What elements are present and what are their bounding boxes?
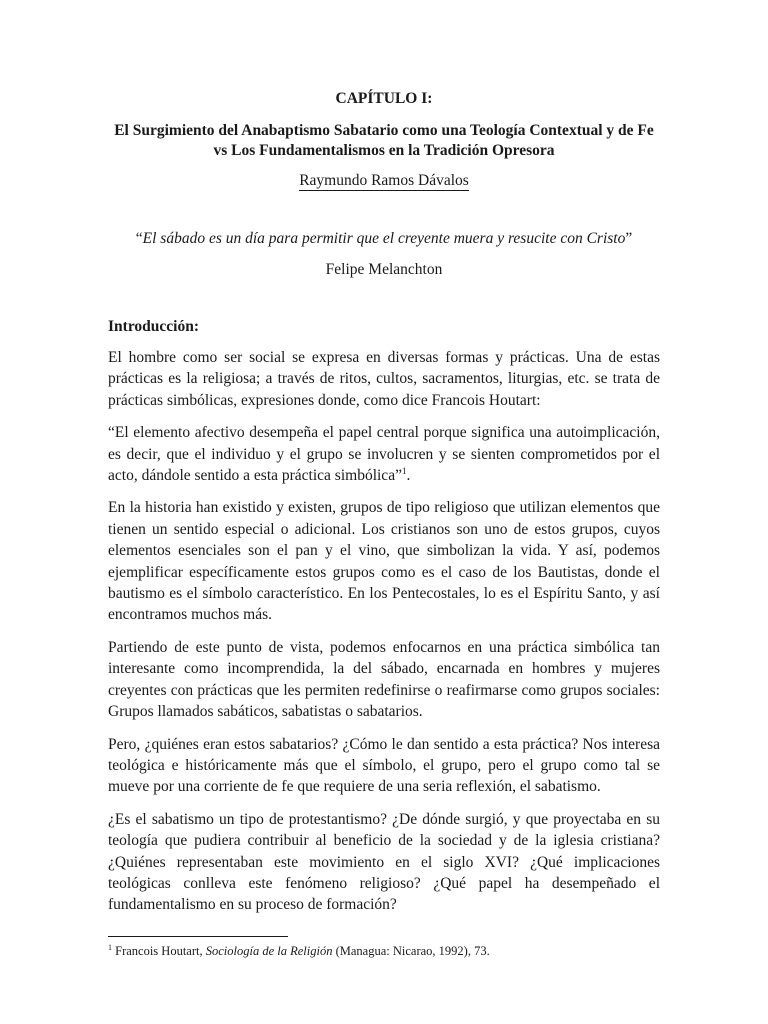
footnote-details: (Managua: Nicarao, 1992), 73.: [332, 944, 490, 958]
epigraph-text: El sábado es un día para permitir que el creyente muera y resucite con Cristo: [142, 230, 626, 247]
paragraph-3: En la historia han existido y existen, grupos de tipo religioso que utilizan elementos que tienen un sentido especial o adicional. Los cristianos son uno de estos grupos, cuyos elementos esenciales son el pan y el vino, que simbolizan la vida. Y así, podemos ejemplificar específicamente estos grupos como es el caso de los Bautistas, donde el bautismo es el símbolo característico. En los Pentecostales, lo es el Espíritu Santo, y así encontramos muchos más.: [108, 499, 660, 624]
paragraph-1: El hombre como ser social se expresa en diversas formas y prácticas. Una de estas prácticas es la religiosa; a través de ritos, cultos, sacramentos, liturgias, etc. se trata de prácticas simbólicas, expresiones donde, como dice Francois Houtart:: [108, 349, 660, 409]
footnote-book-title: Sociología de la Religión: [205, 944, 333, 958]
section-heading: Introducción:: [108, 318, 200, 335]
epigraph-attribution: Felipe Melanchton: [325, 261, 443, 278]
paragraph-2: [108, 422, 660, 486]
paragraph-4: Partiendo de este punto de vista, podemos enfocarnos en una práctica simbólica tan interesante como incomprendida, la del sábado, encarnada en hombres y mujeres creyentes con prácticas que les permiten redefinirse o reafirmarse como grupos sociales: Grupos llamados sabáticos, sabatistas o sabatarios.: [108, 638, 660, 721]
footnote-divider: [108, 936, 288, 937]
footnote-number: 1: [108, 942, 112, 952]
houtart-quote: “El elemento afectivo desempeña el papel central porque significa una autoimplicación, es decir, que el individuo y el grupo se involucren y se sienten comprometidos por el acto, dándole sentido a esta práctica simbólica”: [108, 424, 660, 485]
paragraph-6: ¿Es el sabatismo un tipo de protestantismo? ¿De dónde surgió, y que proyectaba en su teología que pudiera contribuir al beneficio de la sociedad y de la iglesia cristiana? ¿Quiénes representaban este movimiento en el siglo XVI? ¿Qué implicaciones teológicas conlleva este fenómeno religioso? ¿Qué papel ha desempeñado el fundamentalismo en su proceso de formación?: [108, 810, 660, 914]
chapter-heading: CAPÍTULO I:: [335, 90, 433, 107]
paragraph-5: Pero, ¿quiénes eran estos sabatarios? ¿Cómo le dan sentido a esta práctica? Nos interesa teológica e históricamente más que el símbolo, el grupo, pero el grupo como tal se mueve por una corriente de fe que requiere de una seria reflexión, el sabatismo.: [108, 735, 660, 796]
body-text: [108, 347, 660, 927]
quote-end-period: .: [406, 467, 411, 485]
epigraph-open-quote: “: [135, 230, 143, 247]
footnote-reference: 1: [401, 465, 407, 476]
chapter-title: El Surgimiento del Anabaptismo Sabatario como una Teología Contextual y de Fe vs Los Fundamentalismos en la Tradición Opresora: [114, 122, 654, 159]
footnote: [108, 944, 660, 959]
author-name: Raymundo Ramos Dávalos: [299, 172, 469, 189]
epigraph-close-quote: ”: [625, 230, 633, 247]
author-line: [0, 172, 768, 190]
footnote-author: Francois Houtart,: [112, 944, 206, 958]
epigraph-quote: [0, 230, 768, 248]
